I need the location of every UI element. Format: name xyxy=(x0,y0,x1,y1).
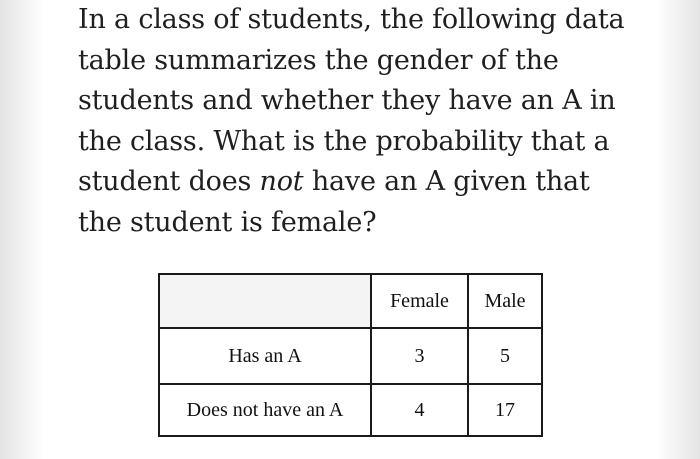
table-cell-female: 4 xyxy=(371,384,468,436)
question-text-part2: have an A given that the student is female? xyxy=(78,166,590,238)
question-text-part1: In a class of students, the following data table summarizes the gender of the students and whether they have an A in the class. What is the probability that a student does xyxy=(78,4,625,198)
table-header-empty-cell xyxy=(159,274,371,328)
table-row xyxy=(159,384,542,436)
right-page-margin xyxy=(656,0,700,459)
table-row-label: Has an A xyxy=(159,328,371,384)
table-header-row xyxy=(159,274,542,328)
table-row xyxy=(159,328,542,384)
data-table xyxy=(158,273,543,437)
question-text-emphasis: not xyxy=(259,166,304,198)
question-text xyxy=(78,0,638,244)
question-card xyxy=(44,0,656,459)
table-cell-female: 3 xyxy=(371,328,468,384)
table-cell-male: 5 xyxy=(468,328,542,384)
table-header-female: Female xyxy=(371,274,468,328)
table-header-male: Male xyxy=(468,274,542,328)
left-page-margin xyxy=(0,0,44,459)
table-cell-male: 17 xyxy=(468,384,542,436)
table-row-label: Does not have an A xyxy=(159,384,371,436)
